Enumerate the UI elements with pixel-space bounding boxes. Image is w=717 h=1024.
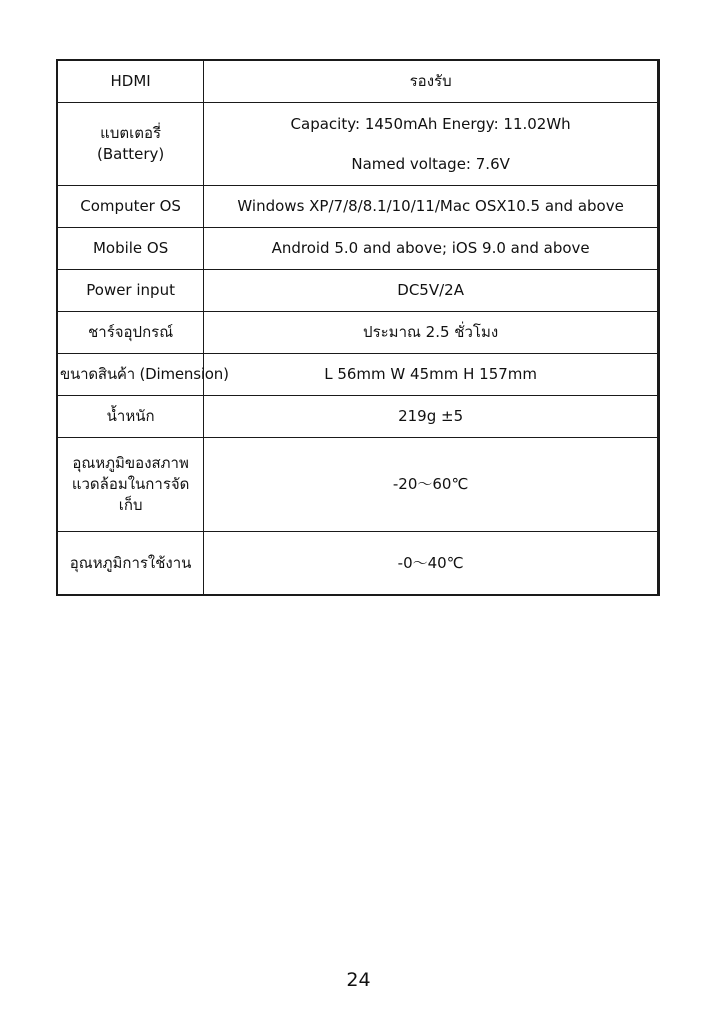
spec-label: น้ำหนัก [58, 396, 204, 438]
spec-value: DC5V/2A [204, 270, 658, 312]
spec-value [204, 103, 658, 186]
spec-value: -20〜60℃ [204, 438, 658, 532]
spec-label: HDMI [58, 61, 204, 103]
table-row [58, 228, 658, 270]
spec-label: ขนาดสินค้า (Dimension) [58, 354, 204, 396]
spec-value: -0〜40℃ [204, 532, 658, 596]
table-row [58, 532, 658, 596]
spec-label-line: อุณหภูมิของสภาพ [72, 454, 189, 472]
spec-value: รองรับ [204, 61, 658, 103]
spec-value: L 56mm W 45mm H 157mm [204, 354, 658, 396]
specification-table [57, 60, 658, 596]
spec-label-line: แวดล้อมในการจัด [71, 475, 190, 493]
spec-value: ประมาณ 2.5 ชั่วโมง [204, 312, 658, 354]
table-row [58, 103, 658, 186]
spec-value: Android 5.0 and above; iOS 9.0 and above [204, 228, 658, 270]
spec-label: Mobile OS [58, 228, 204, 270]
spec-value-line: Named voltage: 7.6V [351, 154, 510, 173]
page-number: 24 [346, 969, 371, 991]
table-row [58, 312, 658, 354]
table-row [58, 186, 658, 228]
spec-value: 219g ±5 [204, 396, 658, 438]
spec-label: Power input [58, 270, 204, 312]
table-row [58, 438, 658, 532]
spec-label: อุณหภูมิการใช้งาน [58, 532, 204, 596]
spec-label [58, 438, 204, 532]
spec-label: ชาร์จอุปกรณ์ [58, 312, 204, 354]
spec-label-line: (Battery) [97, 145, 165, 163]
table-row [58, 270, 658, 312]
spec-value: Windows XP/7/8/8.1/10/11/Mac OSX10.5 and above [204, 186, 658, 228]
spec-value-line: Capacity: 1450mAh Energy: 11.02Wh [290, 114, 571, 133]
spec-label: Computer OS [58, 186, 204, 228]
table-row [58, 396, 658, 438]
spec-label-line: แบตเตอรี่ [100, 124, 162, 142]
spec-label [58, 103, 204, 186]
spec-label-line: เก็บ [118, 496, 143, 514]
table-row [58, 354, 658, 396]
table-row [58, 61, 658, 103]
